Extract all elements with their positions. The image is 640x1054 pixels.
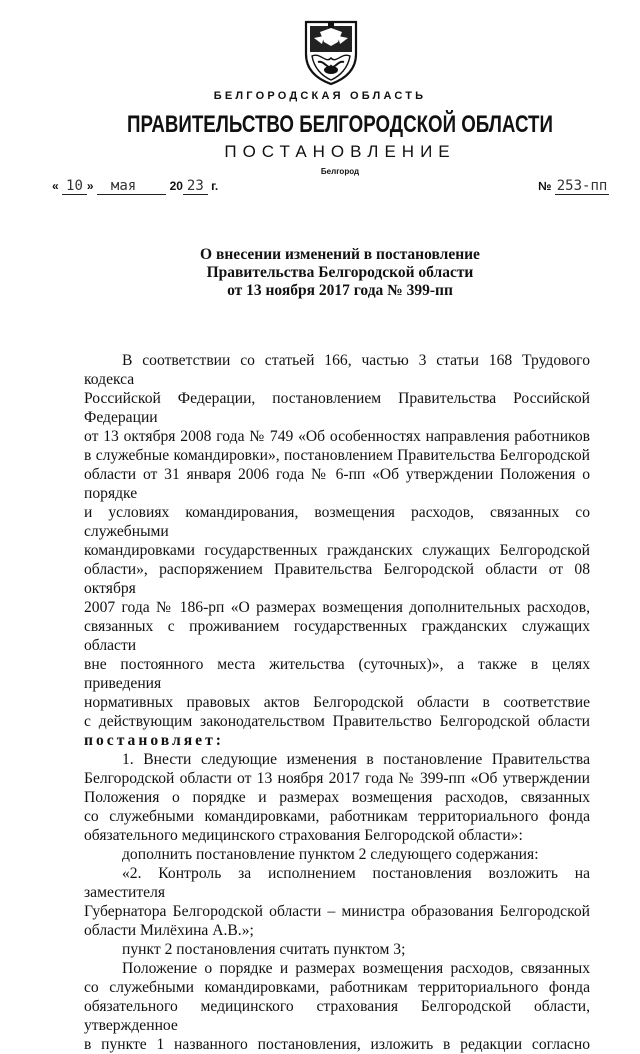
date-close-quote: » bbox=[86, 179, 94, 193]
region-name: БЕЛГОРОДСКАЯ ОБЛАСТЬ bbox=[213, 90, 427, 102]
body-line: Губернатора Белгородской области – министра образования Белгородской bbox=[84, 903, 590, 920]
number-prefix: № bbox=[538, 179, 552, 193]
body-line: области Милёхина А.В.»; bbox=[84, 922, 254, 939]
body-line: в пункте 1 названного постановления, изложить в редакции согласно bbox=[84, 1036, 590, 1053]
city-name: Белгород bbox=[320, 167, 360, 176]
body-line: вне постоянного места жительства (суточных)», а также в целях приведения bbox=[84, 656, 590, 692]
date-year-unit: г. bbox=[211, 179, 219, 193]
title-line: О внесении изменений в постановление bbox=[200, 246, 480, 263]
body-line: нормативных правовых актов Белгородской области в соответствие bbox=[84, 694, 590, 711]
body-line: Российской Федерации, постановлением Правительства Российской Федерации bbox=[84, 390, 590, 426]
date-day: 10 bbox=[62, 178, 87, 195]
body-line: командировками государственных гражданских служащих Белгородской bbox=[84, 542, 590, 559]
coat-of-arms-emblem bbox=[300, 18, 362, 86]
body-line: Положения о порядке и размерах возмещения расходов, связанных bbox=[84, 789, 590, 806]
date-open-quote: « bbox=[52, 179, 59, 193]
body-line: Положение о порядке и размерах возмещения расходов, связанных bbox=[122, 960, 590, 977]
document-title bbox=[0, 246, 640, 300]
body-line: обязательного медицинского страхования Белгородской области»: bbox=[84, 827, 523, 844]
body-line: со служебными командировками, работникам территориального фонда bbox=[84, 979, 590, 996]
document-type: ПОСТАНОВЛЕНИЕ bbox=[224, 142, 456, 161]
body-line: 1. Внести следующие изменения в постановление Правительства bbox=[122, 751, 590, 768]
title-line: Правительства Белгородской области bbox=[206, 264, 474, 281]
body-line: области от 31 января 2006 года № 6-пп «Об утверждении Положения о порядке bbox=[84, 466, 590, 502]
body-line: со служебными командировками, работникам территориального фонда bbox=[84, 808, 590, 825]
government-title: ПРАВИТЕЛЬСТВО БЕЛГОРОДСКОЙ ОБЛАСТИ bbox=[127, 111, 553, 138]
resolution-word: постановляет: bbox=[84, 732, 224, 749]
body-line: 2007 года № 186-рп «О размерах возмещения дополнительных расходов, bbox=[84, 599, 590, 616]
body-line: в служебные командировки», постановлением Правительства Белгородской bbox=[84, 447, 590, 464]
body-line: В соответствии со статьей 166, частью 3 статьи 168 Трудового кодекса bbox=[84, 352, 590, 388]
body-line: и условиях командирования, возмещения расходов, связанных со служебными bbox=[84, 504, 590, 540]
document-date bbox=[52, 178, 218, 194]
body-line: пункт 2 постановления считать пунктом 3; bbox=[122, 941, 406, 958]
title-line: от 13 ноября 2017 года № 399-пп bbox=[227, 282, 453, 299]
document-number bbox=[538, 178, 609, 194]
body-line: области», распоряжением Правительства Белгородской области от 08 октября bbox=[84, 561, 590, 597]
body-line: дополнить постановление пунктом 2 следующего содержания: bbox=[122, 846, 539, 863]
body-line: «2. Контроль за исполнением постановления возложить на заместителя bbox=[84, 865, 590, 901]
date-year-suffix: 23 bbox=[183, 178, 208, 195]
body-line: от 13 октября 2008 года № 749 «Об особенностях направления работников bbox=[84, 428, 590, 445]
body-line: обязательного медицинского страхования Белгородской области, утвержденное bbox=[84, 998, 590, 1034]
document-body bbox=[84, 351, 590, 1054]
body-line: с действующим законодательством Правительство Белгородской области bbox=[84, 713, 590, 730]
date-year-prefix: 20 bbox=[169, 179, 183, 193]
body-line: Белгородской области от 13 ноября 2017 года № 399-пп «Об утверждении bbox=[84, 770, 590, 787]
number-value: 253-пп bbox=[556, 178, 608, 194]
date-month: мая bbox=[97, 178, 166, 195]
body-line: связанных с проживанием государственных гражданских служащих области bbox=[84, 618, 590, 654]
